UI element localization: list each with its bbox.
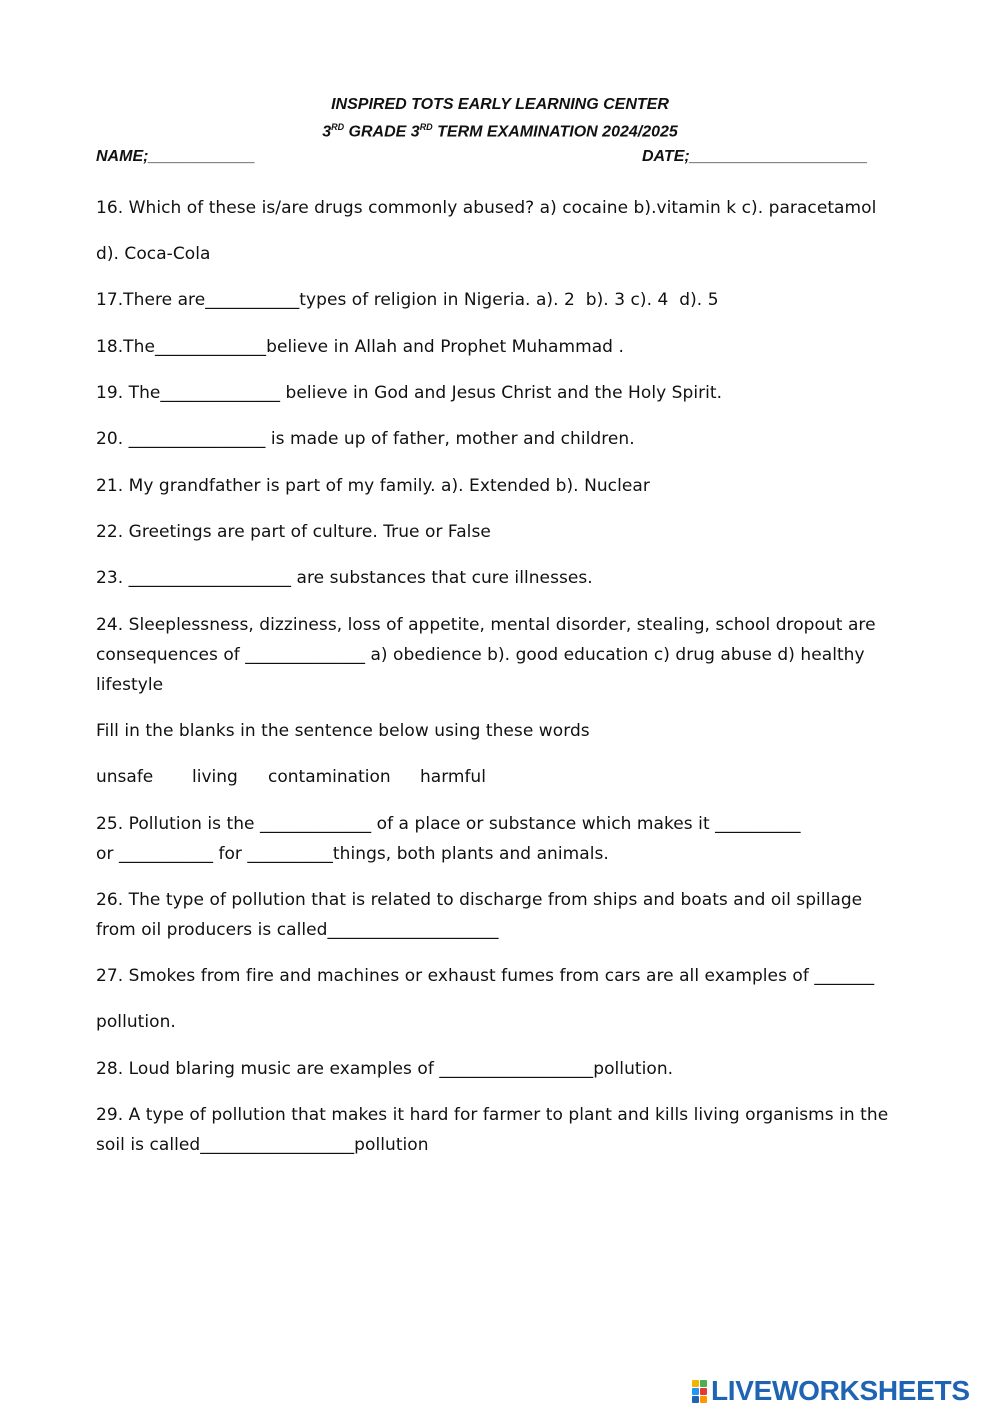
question-29-line-2: soil is called__________________pollution (96, 1135, 429, 1155)
question-19: 19. The______________ believe in God and Jesus Christ and the Holy Spirit. (96, 383, 723, 403)
question-24: 24. Sleeplessness, dizziness, loss of appetite, mental disorder, stealing, school dropout are (96, 615, 876, 635)
question-28: 28. Loud blaring music are examples of __________________pollution. (96, 1059, 674, 1079)
question-16-continued: d). Coca-Cola (96, 244, 211, 264)
question-25-line-2: or ___________ for __________things, both plants and animals. (96, 844, 609, 864)
question-16: 16. Which of these is/are drugs commonly abused? a) cocaine b).vitamin k c). paracetamol (96, 198, 877, 218)
question-24-line-3: lifestyle (96, 675, 164, 695)
question-21: 21. My grandfather is part of my family. a). Extended b). Nuclear (96, 476, 650, 496)
word-bank-item: harmful (420, 767, 486, 787)
question-18: 18.The_____________believe in Allah and Prophet Muhammad . (96, 337, 624, 357)
question-23: 23. ___________________ are substances that cure illnesses. (96, 568, 593, 588)
word-bank-item: unsafe (96, 767, 154, 787)
question-29: 29. A type of pollution that makes it hard for farmer to plant and kills living organisms in the (96, 1105, 889, 1125)
word-bank-item: living (192, 767, 238, 787)
date-field: DATE;____________________ (642, 148, 868, 165)
question-26: 26. The type of pollution that is related to discharge from ships and boats and oil spillage (96, 890, 863, 910)
school-name: INSPIRED TOTS EARLY LEARNING CENTER (331, 96, 669, 113)
name-field: NAME;____________ (96, 148, 256, 165)
question-27-line-2: pollution. (96, 1012, 176, 1032)
question-25: 25. Pollution is the _____________ of a place or substance which makes it __________ (96, 814, 801, 834)
fill-in-instruction: Fill in the blanks in the sentence below using these words (96, 721, 590, 741)
question-26-line-2: from oil producers is called____________________ (96, 920, 499, 940)
question-27: 27. Smokes from fire and machines or exhaust fumes from cars are all examples of _______ (96, 966, 875, 986)
logo-text: LIVEWORKSHEETS (711, 1375, 970, 1406)
question-22: 22. Greetings are part of culture. True or False (96, 522, 491, 542)
logo-mark-icon (692, 1380, 707, 1403)
question-20: 20. ________________ is made up of father, mother and children. (96, 429, 635, 449)
word-bank-item: contamination (268, 767, 391, 787)
question-24-line-2: consequences of ______________ a) obedience b). good education c) drug abuse d) healthy (96, 645, 865, 665)
liveworksheets-logo (692, 1376, 970, 1406)
question-17: 17.There are___________types of religion in Nigeria. a). 2 b). 3 c). 4 d). 5 (96, 290, 719, 310)
exam-title: 3RD GRADE 3RD TERM EXAMINATION 2024/2025 (322, 122, 678, 141)
